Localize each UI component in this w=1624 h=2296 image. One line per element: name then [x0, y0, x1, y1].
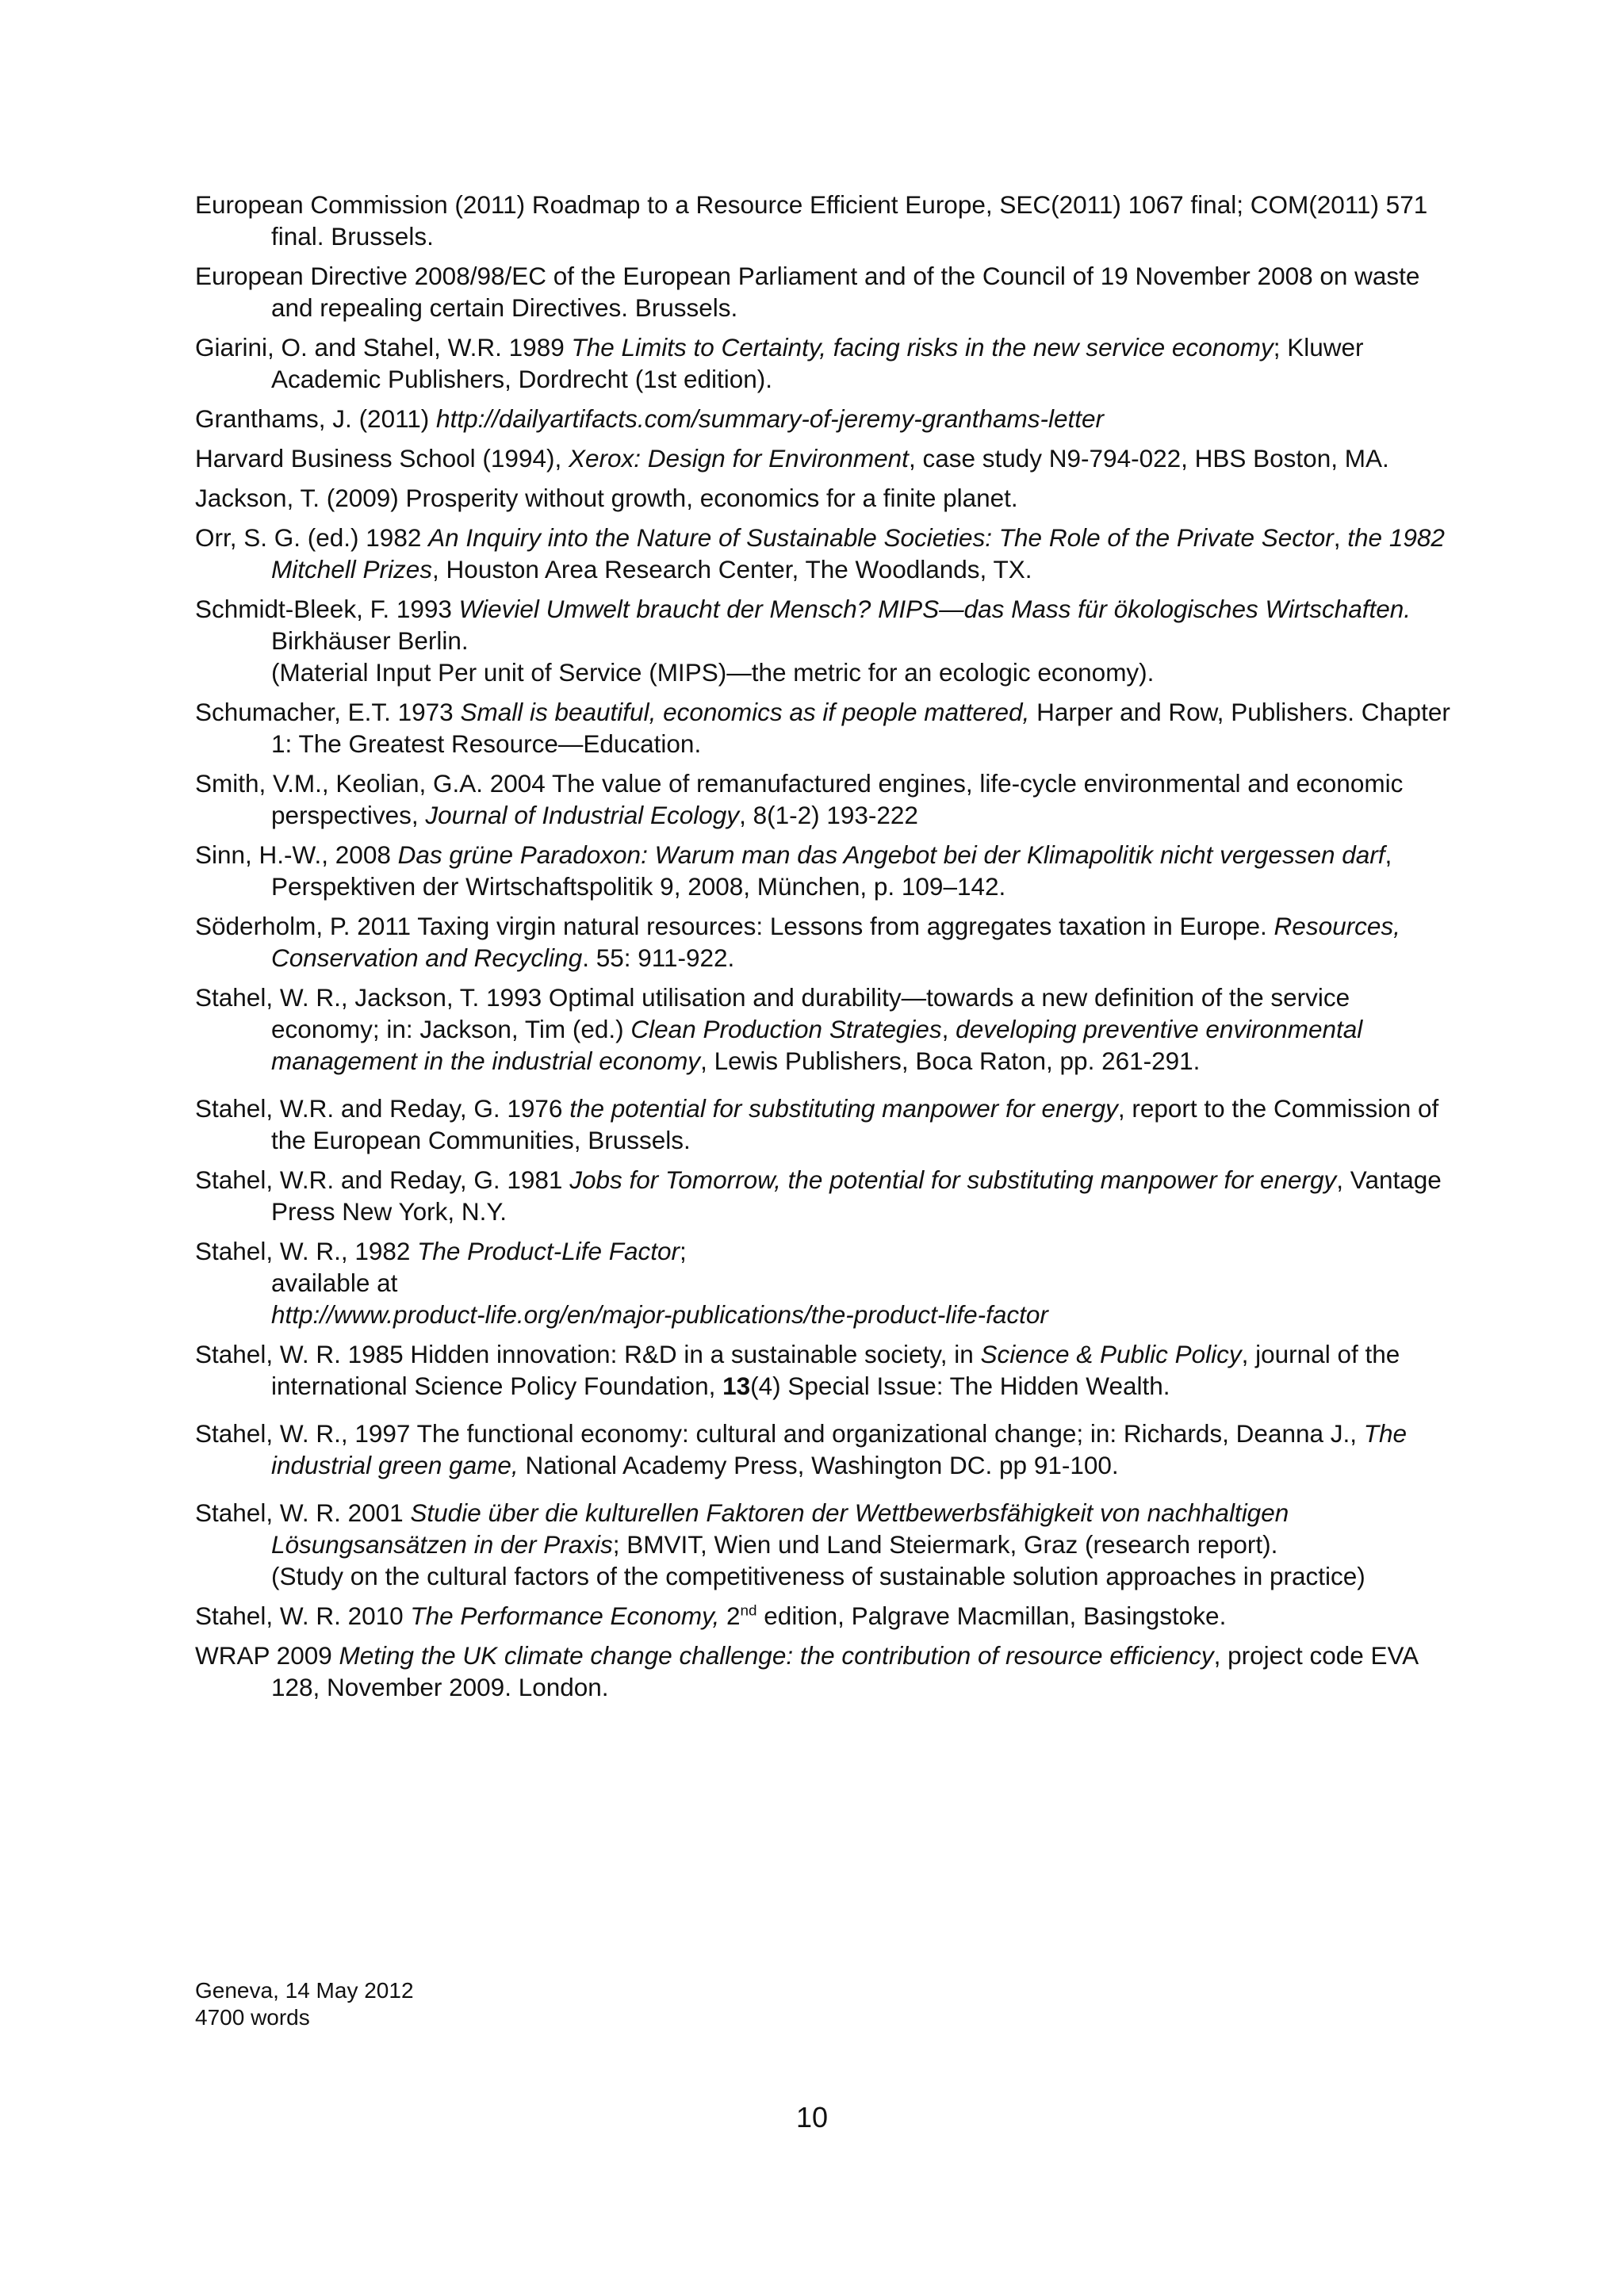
reference-entry — [195, 1235, 1464, 1330]
reference-entry — [195, 593, 1464, 688]
reference-text: ; BMVIT, Wien und Land Steiermark, Graz (research report). — [612, 1530, 1278, 1559]
reference-entry — [195, 1600, 1464, 1632]
reference-title: the potential for substituting manpower for energy — [569, 1094, 1118, 1123]
reference-text: Stahel, W. R., 1982 — [195, 1237, 418, 1265]
reference-text: Stahel, W.R. and Reday, G. 1981 — [195, 1165, 570, 1194]
reference-title: Journal of Industrial Ecology — [425, 801, 740, 829]
reference-entry — [195, 331, 1464, 395]
reference-text: 13 — [722, 1372, 751, 1400]
reference-title: The industrial green game, — [271, 1419, 1408, 1479]
reference-text: , Lewis Publishers, Boca Raton, pp. 261-291. — [700, 1047, 1201, 1075]
reference-text: European Directive 2008/98/EC of the European Parliament and of the Council of 19 November 2008 on waste and repealing certain Directives. Brussels. — [195, 262, 1420, 322]
reference-text: Stahel, W. R. 2010 — [195, 1601, 411, 1630]
reference-text: Jackson, T. (2009) Prosperity without growth, economics for a finite planet. — [195, 484, 1018, 512]
reference-entry — [195, 482, 1464, 514]
reference-text: ; — [680, 1237, 687, 1265]
reference-text: ; Kluwer Academic Publishers, Dordrecht (1st edition). — [271, 333, 1364, 393]
reference-text: (Material Input Per unit of Service (MIPS)—the metric for an ecologic economy). — [271, 658, 1155, 687]
document-footer — [195, 1977, 414, 2031]
reference-title: Resources, Conservation and Recycling — [271, 912, 1400, 972]
reference-title: the 1982 Mitchell Prizes — [271, 523, 1445, 584]
reference-title: http://dailyartifacts.com/summary-of-jeremy-granthams-letter — [436, 404, 1105, 433]
reference-title: Small is beautiful, economics as if people mattered, — [460, 698, 1030, 726]
reference-text: , Houston Area Research Center, The Woodlands, TX. — [432, 555, 1032, 584]
reference-entry — [195, 403, 1464, 434]
reference-text: , project code EVA 128, November 2009. London. — [271, 1641, 1418, 1701]
reference-text: Granthams, J. (2011) — [195, 404, 437, 433]
reference-entry — [195, 910, 1464, 974]
reference-title: Clean Production Strategies — [630, 1015, 942, 1043]
reference-title: The Limits to Certainty, facing risks in the new service economy — [571, 333, 1274, 362]
reference-text: , — [941, 1015, 956, 1043]
reference-text: available at — [271, 1269, 398, 1297]
reference-entry — [195, 767, 1464, 831]
reference-text: , journal of the international Science Policy Foundation, — [271, 1340, 1400, 1400]
reference-text: European Commission (2011) Roadmap to a Resource Efficient Europe, SEC(2011) 1067 final; COM(2011) 571 final. Brussels. — [195, 190, 1428, 251]
reference-text: . 55: 911-922. — [582, 943, 735, 972]
reference-text: Stahel, W. R., 1997 The functional economy: cultural and organizational change; in: Richards, Deanna J., — [195, 1419, 1364, 1448]
reference-title: The Performance Economy, — [410, 1601, 720, 1630]
reference-text: Söderholm, P. 2011 Taxing virgin natural resources: Lessons from aggregates taxation in Europe. — [195, 912, 1274, 940]
reference-entry — [195, 1093, 1464, 1156]
reference-text: Stahel, W. R. 2001 — [195, 1498, 411, 1527]
reference-entry — [195, 696, 1464, 760]
reference-entry — [195, 839, 1464, 902]
reference-title: Jobs for Tomorrow, the potential for substituting manpower for energy — [569, 1165, 1337, 1194]
reference-text: Harvard Business School (1994), — [195, 444, 569, 473]
reference-title: developing preventive environmental management in the industrial economy — [271, 1015, 1363, 1075]
reference-text: , — [1333, 523, 1348, 552]
reference-text: Birkhäuser Berlin. — [271, 626, 469, 655]
reference-text: Harper and Row, Publishers. Chapter 1: The Greatest Resource—Education. — [271, 698, 1450, 758]
reference-entry — [195, 1338, 1464, 1402]
page-number: 10 — [795, 2101, 829, 2133]
reference-text: , case study N9-794-022, HBS Boston, MA. — [908, 444, 1389, 473]
reference-text: , Perspektiven der Wirtschaftspolitik 9, 2008, München, p. 109–142. — [271, 840, 1392, 901]
reference-text: edition, Palgrave Macmillan, Basingstoke. — [756, 1601, 1227, 1630]
reference-text: Giarini, O. and Stahel, W.R. 1989 — [195, 333, 572, 362]
reference-title: http://www.product-life.org/en/major-publications/the-product-life-factor — [271, 1300, 1048, 1329]
reference-text: National Academy Press, Washington DC. pp 91-100. — [518, 1451, 1119, 1479]
reference-title: Xerox: Design for Environment — [568, 444, 909, 473]
reference-text: Stahel, W.R. and Reday, G. 1976 — [195, 1094, 570, 1123]
reference-title: Wieviel Umwelt braucht der Mensch? MIPS—das Mass für ökologisches Wirtschaften. — [458, 595, 1411, 623]
reference-entry — [195, 1497, 1464, 1592]
reference-text: Schumacher, E.T. 1973 — [195, 698, 461, 726]
reference-text: Smith, V.M., Keolian, G.A. 2004 The value of remanufactured engines, life-cycle environmental and economic perspectives, — [195, 769, 1404, 829]
reference-title: Das grüne Paradoxon: Warum man das Angebot bei der Klimapolitik nicht vergessen darf — [397, 840, 1385, 869]
reference-title: Meting the UK climate change challenge: the contribution of resource efficiency — [339, 1641, 1214, 1670]
reference-text: WRAP 2009 — [195, 1641, 339, 1670]
word-count: 4700 words — [195, 2005, 310, 2030]
reference-text: (Study on the cultural factors of the competitiveness of sustainable solution approaches in practice) — [271, 1562, 1365, 1590]
reference-text: , Vantage Press New York, N.Y. — [271, 1165, 1442, 1226]
reference-entry — [195, 1164, 1464, 1227]
reference-entry — [195, 442, 1464, 474]
reference-text: Stahel, W. R., Jackson, T. 1993 Optimal utilisation and durability—towards a new definition of the service economy; in: Jackson, Tim (ed.) — [195, 983, 1350, 1043]
reference-entry — [195, 260, 1464, 323]
reference-text: Sinn, H.-W., 2008 — [195, 840, 398, 869]
reference-title: An Inquiry into the Nature of Sustainable Societies: The Role of the Private Sector — [428, 523, 1334, 552]
reference-text: , 8(1-2) 193-222 — [739, 801, 918, 829]
place-date: Geneva, 14 May 2012 — [195, 1978, 414, 2003]
reference-title: Science & Public Policy — [980, 1340, 1242, 1368]
reference-title: Studie über die kulturellen Faktoren der Wettbewerbsfähigkeit von nachhaltigen Lösungsansätzen in der Praxis — [271, 1498, 1289, 1559]
reference-text: , report to the Commission of the European Communities, Brussels. — [271, 1094, 1439, 1154]
reference-text: Orr, S. G. (ed.) 1982 — [195, 523, 429, 552]
reference-text: Stahel, W. R. 1985 Hidden innovation: R&D in a sustainable society, in — [195, 1340, 981, 1368]
reference-text: (4) Special Issue: The Hidden Wealth. — [750, 1372, 1170, 1400]
reference-entry — [195, 982, 1464, 1077]
reference-text: Schmidt-Bleek, F. 1993 — [195, 595, 459, 623]
reference-text: 2 — [719, 1601, 741, 1630]
reference-entry — [195, 1640, 1464, 1703]
reference-entry — [195, 522, 1464, 585]
reference-entry — [195, 189, 1464, 252]
reference-list — [195, 189, 1464, 1711]
reference-text: nd — [740, 1602, 757, 1620]
reference-title: The Product-Life Factor — [417, 1237, 680, 1265]
reference-entry — [195, 1418, 1464, 1481]
